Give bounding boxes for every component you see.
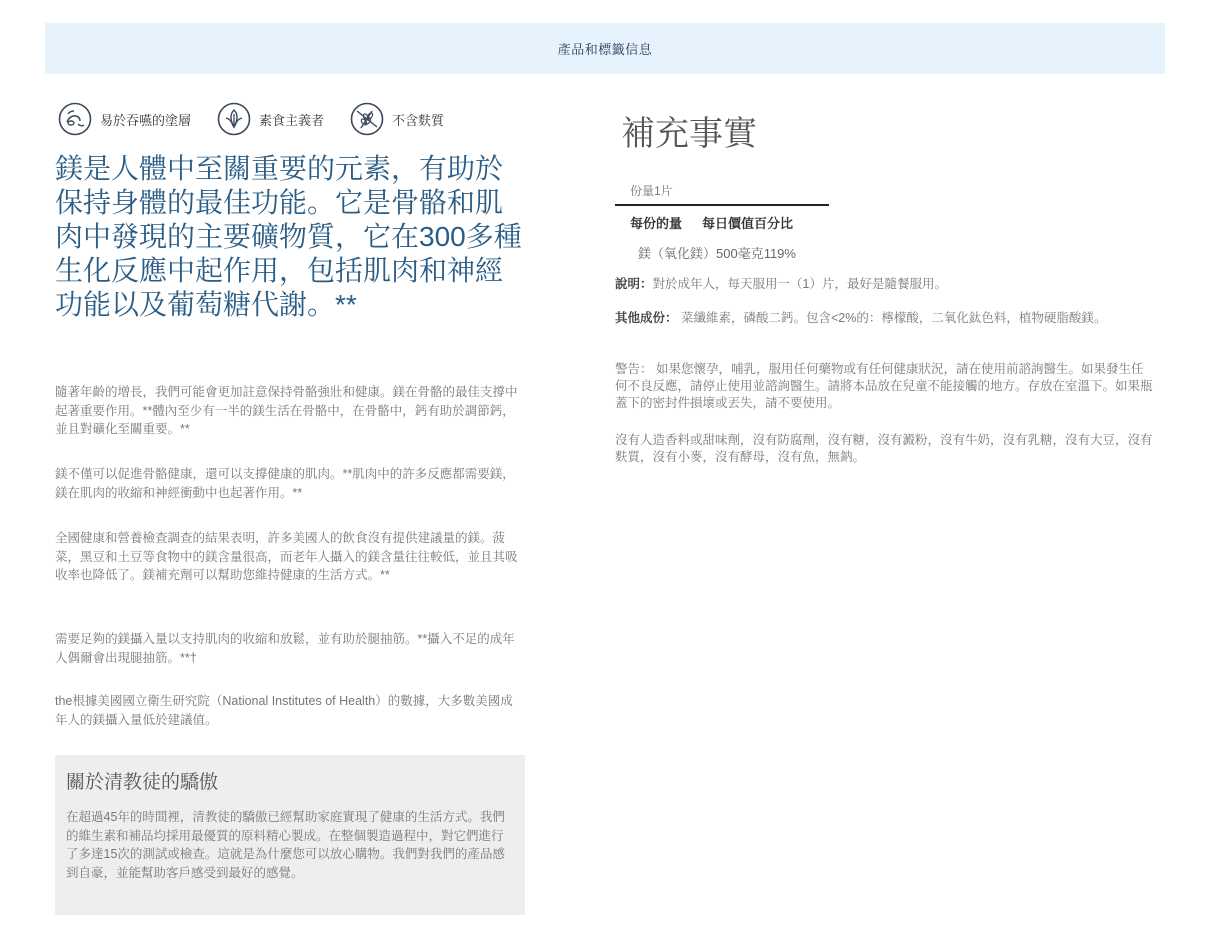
description-paragraph: 需要足夠的鎂攝入量以支持肌肉的收縮和放鬆，並有助於腿抽筋。**攝入不足的成年人偶爾會出現腿抽筋。**† — [55, 632, 515, 665]
badge-label: 不含麩質 — [392, 112, 445, 128]
warning: 警告： 如果您懷孕，哺乳，服用任何藥物或有任何健康狀況，請在使用前諮詢醫生。如果發生任何不良反應，請停止使用並諮詢醫生。請將本品放在兒童不能接觸的地方。存放在室溫下。如果瓶蓋下的密封件損壞或丟失，請不要使用。 — [615, 362, 1153, 410]
daily-value-header: 每日價值百分比 — [702, 216, 794, 231]
easy-swallow-icon — [58, 102, 92, 136]
tab-product-label-info[interactable] — [45, 23, 1165, 74]
supplement-facts-title: 補充事實 — [621, 115, 757, 153]
facts-divider — [615, 204, 829, 206]
description-paragraph: 隨著年齡的增長，我們可能會更加註意保持骨骼強壯和健康。鎂在骨骼的最佳支撐中起著重要作用。**體內至少有一半的鎂生活在骨骼中，在骨骼中，鈣有助於調節鈣，並且對礦化至關重要。** — [55, 385, 518, 436]
badge-easy-swallow — [58, 102, 191, 136]
description-paragraph: the根據美國國立衛生研究院（National Institutes of Health）的數據，大多數美國成年人的鎂攝入量低於建議值。 — [55, 694, 513, 727]
gluten-free-wheat-icon — [350, 102, 384, 136]
badge-label: 素食主義者 — [259, 112, 325, 128]
serving-size: 份量1片 — [630, 184, 673, 198]
badge-gluten-free — [350, 102, 444, 136]
product-headline: 鎂是人體中至關重要的元素，有助於保持身體的最佳功能。它是骨骼和肌肉中發現的主要礦物質，它在300多種生化反應中起作用，包括肌肉和神經功能以及葡萄糖代謝。** — [55, 153, 522, 320]
directions — [615, 276, 1155, 293]
amount-per-serving-header: 每份的量 — [630, 216, 683, 231]
other-ingredients-text: 菜纖維素，磷酸二鈣。包含<2%的：檸檬酸，二氧化鈦色料，植物硬脂酸鎂。 — [677, 311, 1107, 325]
other-ingredients — [615, 310, 1155, 327]
facts-row-magnesium: 鎂（氧化鎂）500毫克119% — [638, 246, 796, 261]
description-paragraph: 全國健康和營養檢查調查的結果表明，許多美國人的飲食沒有提供建議量的鎂。菠菜，黑豆和土豆等食物中的鎂含量很高，而老年人攝入的鎂含量往往較低，並且其吸收率也降低了。鎂補充劑可以幫助您維持健康的生活方式。** — [55, 531, 518, 582]
about-puritans-pride — [55, 755, 525, 915]
badge-vegan — [217, 102, 324, 136]
vegan-leaf-icon — [217, 102, 251, 136]
tab-label: 產品和標籤信息 — [557, 42, 653, 57]
free-from-list: 沒有人造香料或甜味劑，沒有防腐劑，沒有糖，沒有澱粉，沒有牛奶，沒有乳糖，沒有大豆，沒有麩質，沒有小麥，沒有酵母，沒有魚，無鈉。 — [615, 433, 1153, 464]
about-body: 在超過45年的時間裡，清教徒的驕傲已經幫助家庭實現了健康的生活方式。我們的維生素和補品均採用最優質的原料精心製成。在整個製造過程中，對它們進行了多達15次的測試或檢查。這就是為什麼您可以放心購物。我們對我們的產品感到自豪，並能幫助客戶感受到最好的感覺。 — [66, 810, 505, 880]
directions-text: 對於成年人，每天服用一（1）片，最好是隨餐服用。 — [652, 277, 947, 291]
facts-header-row — [630, 213, 793, 232]
description-paragraph: 鎂不僅可以促進骨骼健康，還可以支撐健康的肌肉。**肌肉中的許多反應都需要鎂，鎂在肌肉的收縮和神經衝動中也起著作用。** — [55, 467, 515, 500]
feature-badges — [58, 102, 470, 136]
badge-label: 易於吞嚥的塗層 — [100, 112, 192, 128]
other-ingredients-label: 其他成份： — [615, 311, 678, 325]
directions-label: 說明： — [615, 277, 653, 291]
about-title: 關於清教徒的驕傲 — [66, 772, 219, 793]
